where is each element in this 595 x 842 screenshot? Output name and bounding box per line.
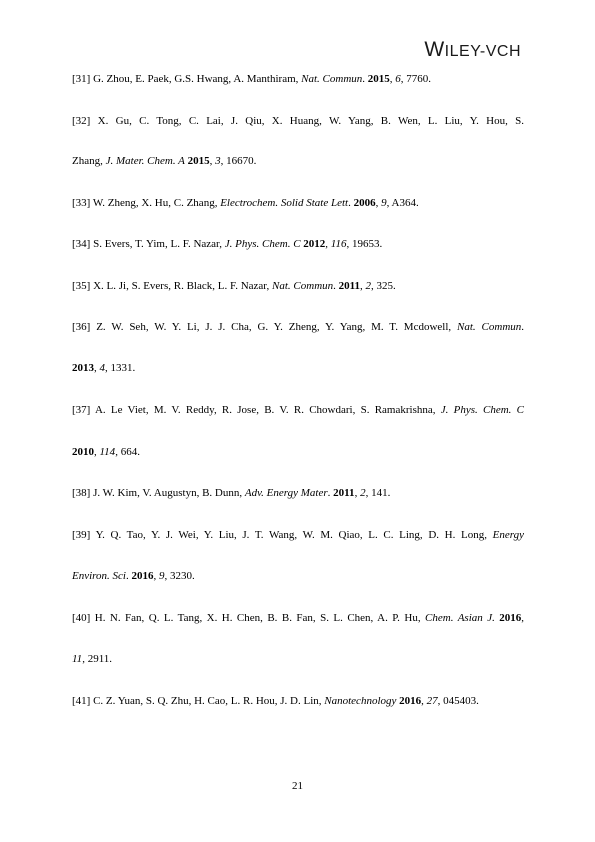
ref-id: [33] [72,197,91,209]
ref-pages: 2911 [87,653,110,665]
ref-id: [36] [72,321,91,333]
ref-volume: 9 [381,197,387,209]
ref-id: [40] [72,612,91,624]
ref-year: 2011 [333,487,355,499]
ref-id: [31] [72,73,91,85]
ref-year: 2006 [353,197,376,209]
ref-volume: 6 [395,73,401,85]
ref-journal: Nat. Commun [301,73,363,85]
ref-year: 2016 [131,570,154,582]
reference-39 [72,528,524,542]
ref-pages: 664 [120,446,138,458]
ref-authors-cont: Zhang, [72,155,103,167]
ref-pages: 1331 [110,362,133,374]
reference-41: [41] C. Z. Yuan, S. Q. Zhu, H. Cao, L. R. Hou, J. D. Lin, Nanotechnology 2016, 27, 045403. [72,695,479,707]
reference-37 [72,403,524,417]
ref-authors: X. Gu, C. Tong, C. Lai, J. Qiu, X. Huang, W. Yang, B. Wen, L. Liu, Y. Hou, S. [97,115,525,127]
ref-year: 2010 [72,446,94,458]
ref-year: 2016 [399,695,422,707]
reference-33: [33] W. Zheng, X. Hu, C. Zhang, Electrochem. Solid State Lett. 2006, 9, A364. [72,197,419,209]
ref-id: [41] [72,695,91,707]
logo-vch: -VCH [479,43,521,60]
ref-pages: 3230 [169,570,192,582]
ref-journal: J. Mater. Chem. A [105,155,185,167]
ref-authors: S. Evers, T. Yim, L. F. Nazar, [93,238,223,250]
ref-journal: J. Phys. Chem. C [224,238,301,250]
ref-year: 2015 [367,73,390,85]
ref-year: 2011 [338,280,361,292]
reference-36 [72,320,524,334]
reference-31: [31] G. Zhou, E. Paek, G.S. Hwang, A. Manthiram, Nat. Commun. 2015, 6, 7760. [72,73,432,85]
reference-38: [38] J. W. Kim, V. Augustyn, B. Dunn, Adv. Energy Mater. 2011, 2, 141. [72,487,391,499]
ref-id: [35] [72,280,91,292]
ref-id: [38] [72,487,91,499]
ref-pages: 141 [371,487,388,499]
ref-journal: Chem. Asian J. [425,612,495,624]
ref-volume: 9 [158,570,165,582]
reference-40 [72,611,524,625]
ref-journal-wrap: Nat. Commun. [457,321,525,333]
ref-journal-wrap: Chem. Asian J. 2016, [425,612,525,624]
ref-id: [32] [72,115,91,127]
reference-32 [72,114,524,128]
ref-pages: 19653 [351,238,380,250]
publisher-logo [424,38,521,62]
reference-32-cont: Zhang, J. Mater. Chem. A 2015, 3, 16670. [72,155,257,167]
ref-volume: 2 [360,487,366,499]
ref-authors: Z. W. Seh, W. Y. Li, J. J. Cha, G. Y. Zheng, Y. Yang, M. T. Mcdowell, [96,321,452,333]
ref-volume: 27 [426,695,438,707]
ref-authors: G. Zhou, E. Paek, G.S. Hwang, A. Manthiram, [93,73,299,85]
ref-volume: 4 [99,362,105,374]
ref-id: [39] [72,529,91,541]
ref-year: 2016 [499,612,522,624]
ref-pages: A364 [391,197,416,209]
ref-authors: C. Z. Yuan, S. Q. Zhu, H. Cao, L. R. Hou, J. D. Lin, [93,695,322,707]
ref-volume: 114 [99,446,116,458]
reference-40-cont: 11, 2911. [72,653,113,665]
reference-35: [35] X. L. Ji, S. Evers, R. Black, L. F. Nazar, Nat. Commun. 2011, 2, 325. [72,280,396,292]
ref-year: 2015 [187,155,210,167]
ref-journal-cont: Environ. Sci [72,570,126,582]
ref-id: [37] [72,404,91,416]
ref-volume: 3 [215,155,221,167]
ref-id: [34] [72,238,91,250]
logo-iley: ILEY [444,43,480,60]
ref-journal: J. Phys. Chem. C [440,404,524,416]
ref-year: 2013 [72,362,94,374]
ref-journal: Electrochem. Solid State Lett [220,197,349,209]
ref-journal: Nanotechnology [324,695,397,707]
reference-39-cont: Environ. Sci. 2016, 9, 3230. [72,570,195,582]
logo-w: W [424,38,445,61]
ref-volume: 116 [330,238,347,250]
ref-authors: H. N. Fan, Q. L. Tang, X. H. Chen, B. B. Fan, S. L. Chen, A. P. Hu, [94,612,421,624]
ref-authors: Y. Q. Tao, Y. J. Wei, Y. Liu, J. T. Wang, W. M. Qiao, L. C. Ling, D. H. Long, [95,529,487,541]
ref-pages: 7760 [406,73,429,85]
reference-37-cont: 2010, 114, 664. [72,446,140,458]
ref-journal: Nat. Commun [457,321,522,333]
ref-authors: W. Zheng, X. Hu, C. Zhang, [92,197,218,209]
ref-authors: A. Le Viet, M. V. Reddy, R. Jose, B. V. R. Chowdari, S. Ramakrishna, [94,404,436,416]
ref-journal: Adv. Energy Mater [244,487,328,499]
ref-journal: Nat. Commun [272,280,334,292]
page-number: 21 [292,780,303,792]
ref-authors: J. W. Kim, V. Augustyn, B. Dunn, [93,487,243,499]
ref-pages: 16670 [226,155,254,167]
ref-pages: 045403 [443,695,477,707]
ref-volume: 2 [365,280,372,292]
ref-year: 2012 [303,238,326,250]
reference-36-cont: 2013, 4, 1331. [72,362,136,374]
ref-volume: 11 [72,653,83,665]
ref-journal: Energy [492,529,525,541]
ref-pages: 325 [376,280,394,292]
ref-authors: X. L. Ji, S. Evers, R. Black, L. F. Nazar, [93,280,270,292]
reference-34: [34] S. Evers, T. Yim, L. F. Nazar, J. Phys. Chem. C 2012, 116, 19653. [72,238,383,250]
